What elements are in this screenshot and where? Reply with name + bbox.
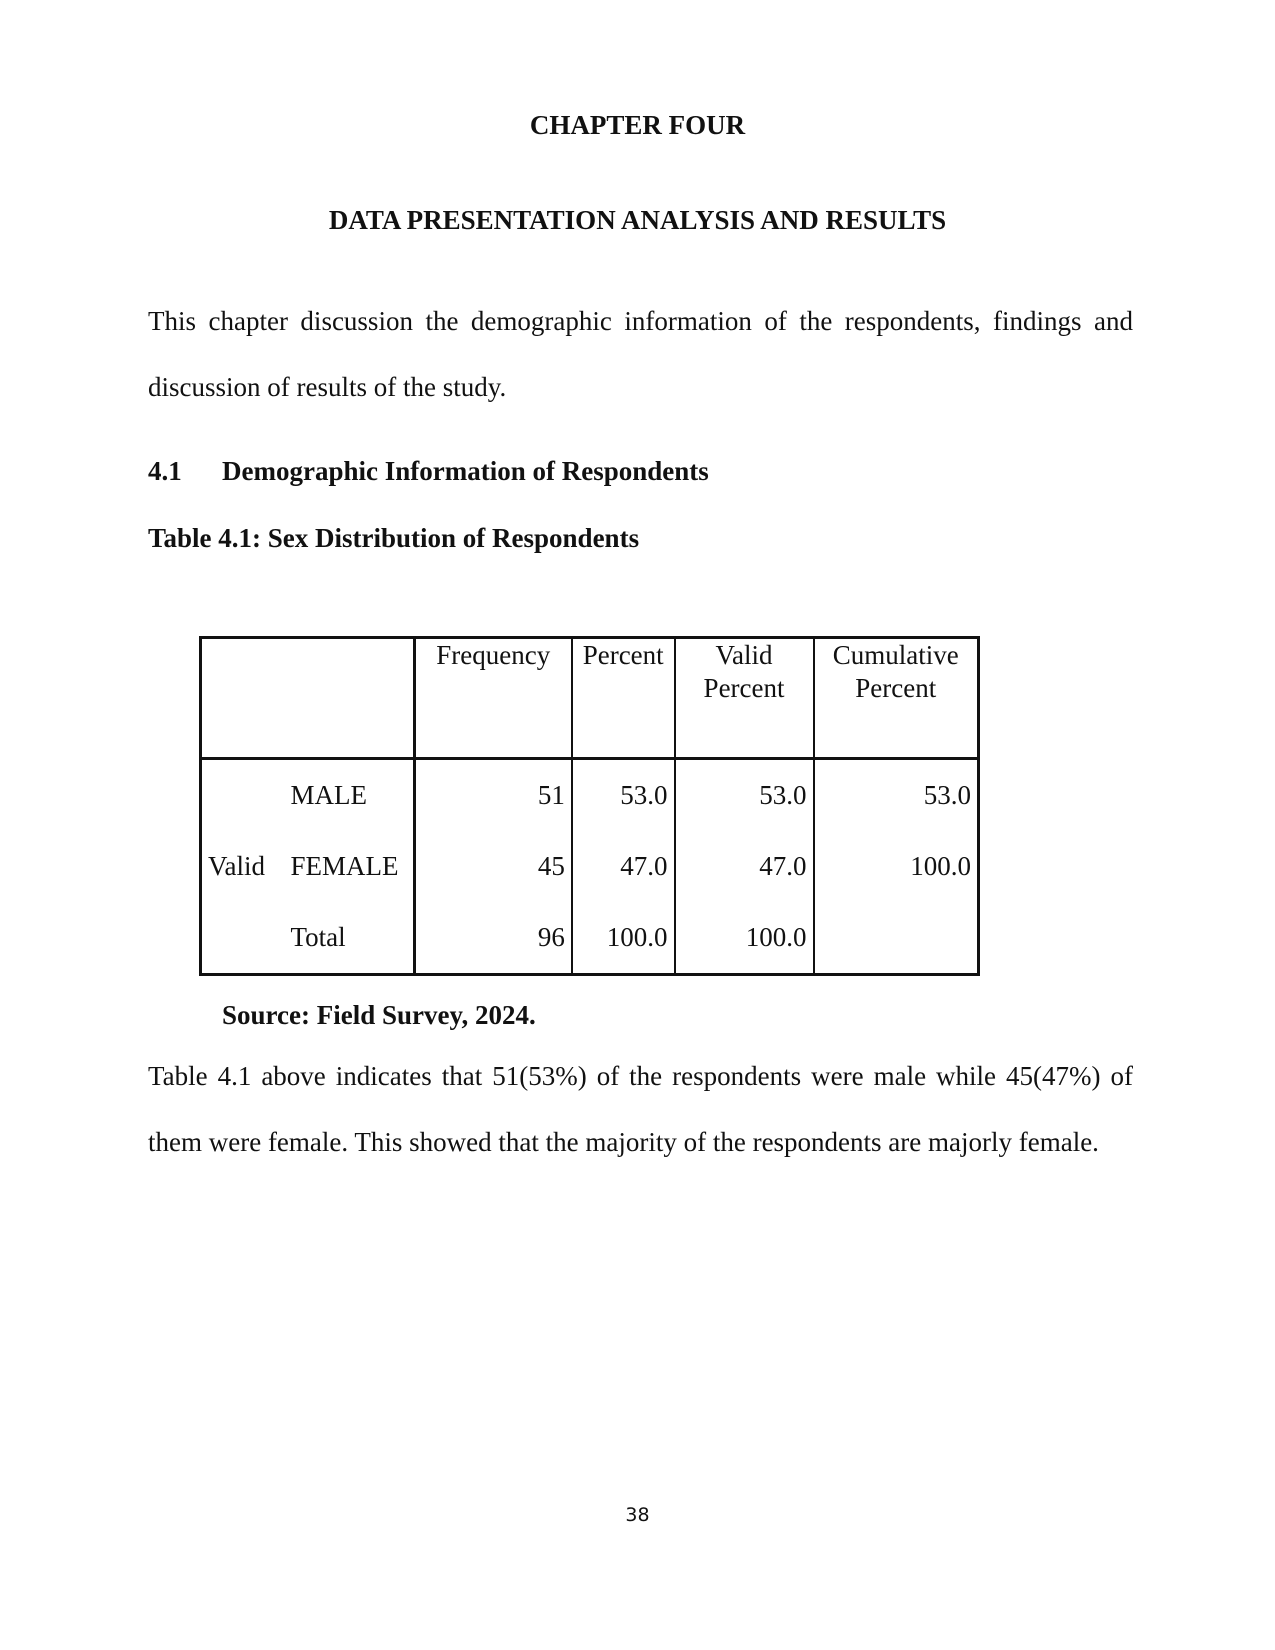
intro-paragraph: This chapter discussion the demographic information of the respondents, findings and discussion of results of the study. [148, 306, 1133, 402]
valid-group-label: Valid [208, 851, 265, 881]
cell-valid-percent: 47.0 [675, 831, 814, 902]
table-row [201, 902, 979, 975]
header-cumulative-percent-line2: Percent [855, 673, 937, 703]
cell-frequency: 96 [414, 902, 572, 975]
cell-percent: 100.0 [572, 902, 675, 975]
cell-frequency: 51 [414, 759, 572, 832]
header-empty-cell [201, 638, 415, 759]
finding-paragraph: Table 4.1 above indicates that 51(53%) of the respondents were male while 45(47%) of them were female. This showed that the majority of the respondents are majorly female. [148, 1061, 1133, 1157]
cell-percent: 53.0 [572, 759, 675, 832]
table-row [201, 759, 979, 832]
cell-cumulative-percent: 53.0 [923, 780, 971, 810]
cell-valid-percent: 100.0 [675, 902, 814, 975]
sex-distribution-table [199, 636, 980, 976]
row-label: MALE [285, 759, 415, 832]
cell-percent: 47.0 [572, 831, 675, 902]
header-cumulative-percent [814, 638, 979, 759]
cell-frequency: 45 [414, 831, 572, 902]
cell-cumulative-percent [814, 902, 979, 975]
section-heading [148, 456, 709, 487]
section-number: 4.1 [148, 456, 182, 486]
chapter-title: CHAPTER FOUR [529, 110, 746, 140]
header-valid-percent [675, 638, 814, 759]
chapter-subtitle: DATA PRESENTATION ANALYSIS AND RESULTS [328, 205, 947, 235]
cell-valid-percent: 53.0 [675, 759, 814, 832]
table-source: Source: Field Survey, 2024. [222, 1000, 536, 1030]
section-title: Demographic Information of Respondents [222, 456, 709, 486]
header-percent: Percent [572, 638, 675, 759]
table-row [201, 831, 979, 902]
table-header-row [201, 638, 979, 759]
row-label: FEMALE [285, 831, 415, 902]
row-label: Total [285, 902, 415, 975]
header-valid-percent-line2: Percent [703, 673, 785, 703]
table-caption: Table 4.1: Sex Distribution of Respondents [148, 523, 640, 553]
header-frequency: Frequency [414, 638, 572, 759]
header-valid-percent-line1: Valid [715, 640, 773, 670]
header-cumulative-percent-line1: Cumulative [832, 640, 959, 670]
cell-cumulative-percent: 100.0 [910, 851, 971, 881]
page-number: 38 [625, 1504, 650, 1526]
